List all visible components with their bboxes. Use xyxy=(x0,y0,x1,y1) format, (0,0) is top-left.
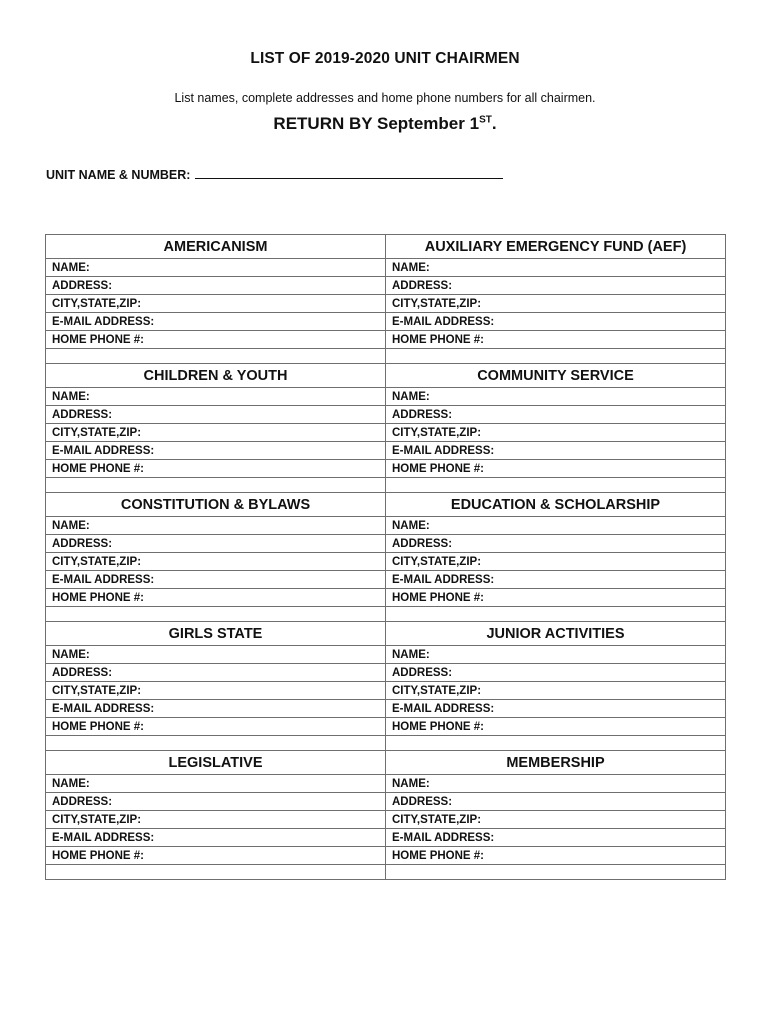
phone-field-constitution-bylaws[interactable]: HOME PHONE #: xyxy=(46,589,386,607)
name-field-legislative[interactable]: NAME: xyxy=(46,775,386,793)
address-field-children-youth[interactable]: ADDRESS: xyxy=(46,406,386,424)
email-field-auxiliary-emergency-fund-aef[interactable]: E-MAIL ADDRESS: xyxy=(386,313,726,331)
committee-title-community-service: COMMUNITY SERVICE xyxy=(386,364,726,388)
committee-title-membership: MEMBERSHIP xyxy=(386,751,726,775)
committee-title-junior-activities: JUNIOR ACTIVITIES xyxy=(386,622,726,646)
name-field-constitution-bylaws[interactable]: NAME: xyxy=(46,517,386,535)
field-row-phone xyxy=(46,460,726,478)
field-row-city xyxy=(46,811,726,829)
field-row-address xyxy=(46,793,726,811)
email-field-education-scholarship[interactable]: E-MAIL ADDRESS: xyxy=(386,571,726,589)
city-field-americanism[interactable]: CITY,STATE,ZIP: xyxy=(46,295,386,313)
field-row-name xyxy=(46,517,726,535)
email-field-legislative[interactable]: E-MAIL ADDRESS: xyxy=(46,829,386,847)
committee-title-constitution-bylaws: CONSTITUTION & BYLAWS xyxy=(46,493,386,517)
spacer-row xyxy=(46,736,726,751)
phone-field-education-scholarship[interactable]: HOME PHONE #: xyxy=(386,589,726,607)
committee-title-auxiliary-emergency-fund-aef: AUXILIARY EMERGENCY FUND (AEF) xyxy=(386,235,726,259)
spacer-cell xyxy=(386,736,726,751)
committee-title-girls-state: GIRLS STATE xyxy=(46,622,386,646)
phone-field-children-youth[interactable]: HOME PHONE #: xyxy=(46,460,386,478)
field-row-address xyxy=(46,406,726,424)
city-field-children-youth[interactable]: CITY,STATE,ZIP: xyxy=(46,424,386,442)
field-row-phone xyxy=(46,847,726,865)
spacer-cell xyxy=(46,736,386,751)
address-field-education-scholarship[interactable]: ADDRESS: xyxy=(386,535,726,553)
spacer-cell xyxy=(46,607,386,622)
email-field-constitution-bylaws[interactable]: E-MAIL ADDRESS: xyxy=(46,571,386,589)
address-field-americanism[interactable]: ADDRESS: xyxy=(46,277,386,295)
return-by-text: RETURN BY September 1 xyxy=(273,114,480,133)
field-row-city xyxy=(46,295,726,313)
city-field-junior-activities[interactable]: CITY,STATE,ZIP: xyxy=(386,682,726,700)
committee-title-children-youth: CHILDREN & YOUTH xyxy=(46,364,386,388)
field-row-name xyxy=(46,388,726,406)
email-field-community-service[interactable]: E-MAIL ADDRESS: xyxy=(386,442,726,460)
spacer-cell xyxy=(46,478,386,493)
spacer-row xyxy=(46,865,726,880)
field-row-city xyxy=(46,424,726,442)
field-row-phone xyxy=(46,331,726,349)
spacer-cell xyxy=(386,865,726,880)
field-row-address xyxy=(46,664,726,682)
email-field-membership[interactable]: E-MAIL ADDRESS: xyxy=(386,829,726,847)
field-row-email xyxy=(46,313,726,331)
committee-title-education-scholarship: EDUCATION & SCHOLARSHIP xyxy=(386,493,726,517)
unit-name-label: UNIT NAME & NUMBER: xyxy=(46,168,191,182)
city-field-legislative[interactable]: CITY,STATE,ZIP: xyxy=(46,811,386,829)
spacer-row xyxy=(46,349,726,364)
address-field-community-service[interactable]: ADDRESS: xyxy=(386,406,726,424)
email-field-junior-activities[interactable]: E-MAIL ADDRESS: xyxy=(386,700,726,718)
field-row-city xyxy=(46,553,726,571)
committee-header-row xyxy=(46,622,726,646)
city-field-girls-state[interactable]: CITY,STATE,ZIP: xyxy=(46,682,386,700)
instructions-text: List names, complete addresses and home phone numbers for all chairmen. xyxy=(174,91,596,105)
email-field-americanism[interactable]: E-MAIL ADDRESS: xyxy=(46,313,386,331)
return-by-deadline xyxy=(0,114,770,134)
name-field-children-youth[interactable]: NAME: xyxy=(46,388,386,406)
phone-field-junior-activities[interactable]: HOME PHONE #: xyxy=(386,718,726,736)
spacer-cell xyxy=(386,478,726,493)
city-field-constitution-bylaws[interactable]: CITY,STATE,ZIP: xyxy=(46,553,386,571)
field-row-phone xyxy=(46,589,726,607)
address-field-legislative[interactable]: ADDRESS: xyxy=(46,793,386,811)
committee-title-americanism: AMERICANISM xyxy=(46,235,386,259)
city-field-membership[interactable]: CITY,STATE,ZIP: xyxy=(386,811,726,829)
field-row-name xyxy=(46,259,726,277)
field-row-phone xyxy=(46,718,726,736)
city-field-community-service[interactable]: CITY,STATE,ZIP: xyxy=(386,424,726,442)
field-row-address xyxy=(46,535,726,553)
field-row-email xyxy=(46,829,726,847)
page-title: LIST OF 2019-2020 UNIT CHAIRMEN xyxy=(250,50,520,67)
name-field-community-service[interactable]: NAME: xyxy=(386,388,726,406)
committee-header-row xyxy=(46,493,726,517)
email-field-girls-state[interactable]: E-MAIL ADDRESS: xyxy=(46,700,386,718)
unit-name-number-field[interactable] xyxy=(46,166,503,182)
field-row-name xyxy=(46,775,726,793)
committee-title-legislative: LEGISLATIVE xyxy=(46,751,386,775)
address-field-constitution-bylaws[interactable]: ADDRESS: xyxy=(46,535,386,553)
return-by-period: . xyxy=(491,114,497,133)
name-field-membership[interactable]: NAME: xyxy=(386,775,726,793)
phone-field-community-service[interactable]: HOME PHONE #: xyxy=(386,460,726,478)
address-field-auxiliary-emergency-fund-aef[interactable]: ADDRESS: xyxy=(386,277,726,295)
committee-header-row xyxy=(46,751,726,775)
spacer-cell xyxy=(46,865,386,880)
phone-field-girls-state[interactable]: HOME PHONE #: xyxy=(46,718,386,736)
name-field-auxiliary-emergency-fund-aef[interactable]: NAME: xyxy=(386,259,726,277)
name-field-girls-state[interactable]: NAME: xyxy=(46,646,386,664)
chairmen-table xyxy=(45,234,726,880)
phone-field-americanism[interactable]: HOME PHONE #: xyxy=(46,331,386,349)
city-field-auxiliary-emergency-fund-aef[interactable]: CITY,STATE,ZIP: xyxy=(386,295,726,313)
phone-field-auxiliary-emergency-fund-aef[interactable]: HOME PHONE #: xyxy=(386,331,726,349)
name-field-americanism[interactable]: NAME: xyxy=(46,259,386,277)
spacer-row xyxy=(46,607,726,622)
phone-field-membership[interactable]: HOME PHONE #: xyxy=(386,847,726,865)
address-field-junior-activities[interactable]: ADDRESS: xyxy=(386,664,726,682)
spacer-cell xyxy=(386,607,726,622)
return-by-superscript: ST xyxy=(479,114,492,126)
name-field-junior-activities[interactable]: NAME: xyxy=(386,646,726,664)
city-field-education-scholarship[interactable]: CITY,STATE,ZIP: xyxy=(386,553,726,571)
field-row-email xyxy=(46,571,726,589)
committee-header-row xyxy=(46,235,726,259)
field-row-address xyxy=(46,277,726,295)
phone-field-legislative[interactable]: HOME PHONE #: xyxy=(46,847,386,865)
name-field-education-scholarship[interactable]: NAME: xyxy=(386,517,726,535)
spacer-row xyxy=(46,478,726,493)
address-field-girls-state[interactable]: ADDRESS: xyxy=(46,664,386,682)
spacer-cell xyxy=(386,349,726,364)
committee-header-row xyxy=(46,364,726,388)
address-field-membership[interactable]: ADDRESS: xyxy=(386,793,726,811)
field-row-city xyxy=(46,682,726,700)
email-field-children-youth[interactable]: E-MAIL ADDRESS: xyxy=(46,442,386,460)
field-row-email xyxy=(46,700,726,718)
field-row-email xyxy=(46,442,726,460)
unit-name-blank-line[interactable] xyxy=(195,166,503,179)
spacer-cell xyxy=(46,349,386,364)
field-row-name xyxy=(46,646,726,664)
